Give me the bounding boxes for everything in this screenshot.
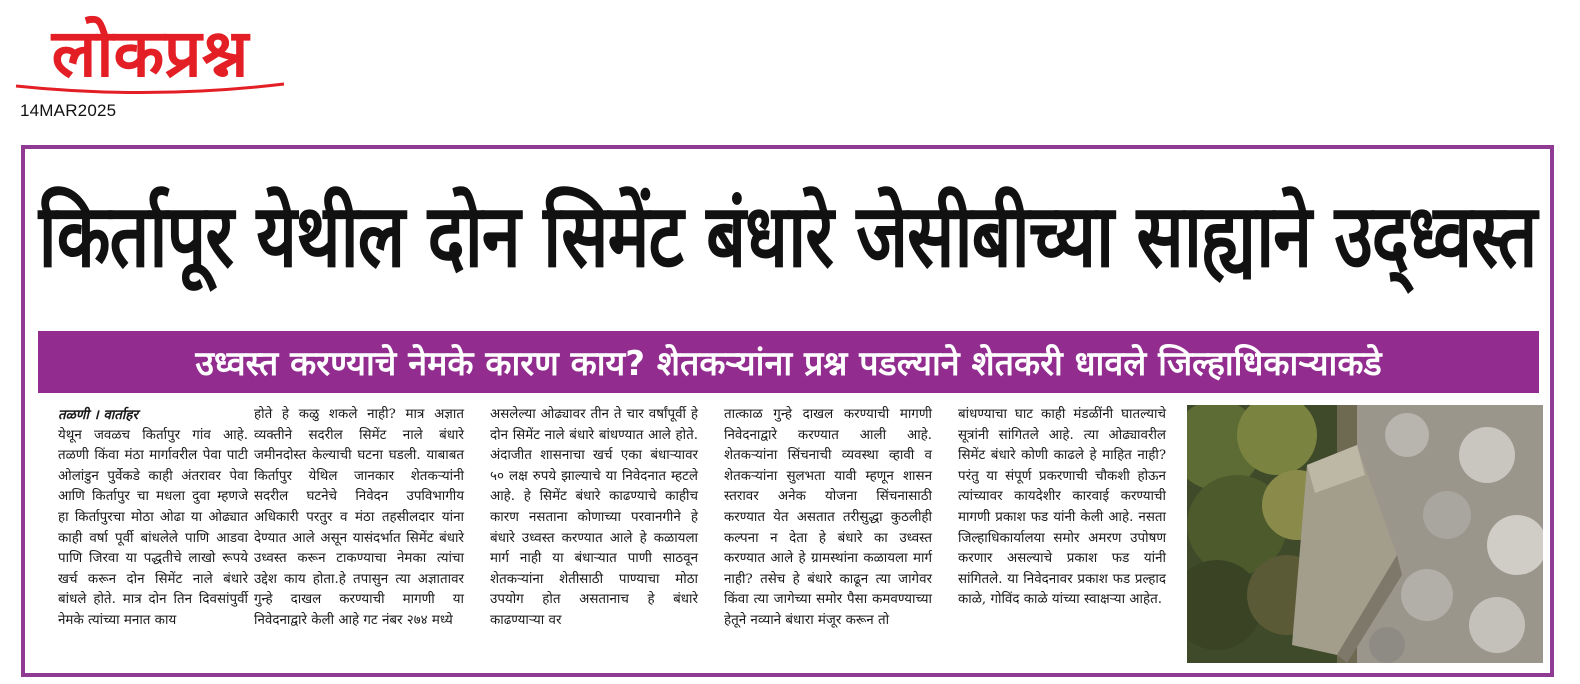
byline: तळणी । वार्ताहर [58,407,138,423]
edition-date: 14MAR2025 [20,101,117,120]
logo-text: लोकप्रश्न [51,15,249,92]
column-text: होते हे कळु शकले नाही? मात्र अज्ञात व्यक्तीने सदरील सिमेंट नाले बंधारे जमीनदोस्त केल्याची घटना घडली. याबाबत किर्तापुर येथिल जानकार शेतकऱ्यांनी सदरील घटनेचे निवेदन उपविभागीय अधिकारी परतुर व मंठा तहसीलदार यांना देण्यात आले असून यासंदर्भात सिमेंट बंधारे उध्वस्त करून टाकण्याचा नेमका त्यांचा उद्देश काय होता.हे तपासुन त्या अज्ञातावर गुन्हे दाखल करण्याची मागणी या निवेदनाद्वारे केली आहे गट नंबर २७४ मध्ये [254,407,464,628]
headline: किर्तापूर येथील दोन सिमेंट बंधारे जेसीबीच्या साह्याने उद्ध्वस्त [38,184,1537,287]
column-4 [724,405,932,632]
column-2 [254,405,464,632]
article-frame [21,145,1554,677]
column-3 [490,405,698,632]
column-5 [958,405,1166,611]
newspaper-logo [10,4,290,100]
column-text: येथून जवळच किर्तापुर गांव आहे. तळणी किंवा मंठा मार्गावरील पेवा पाटी ओलांडुन पुर्वेकडे काही अंतरावर पेवा आणि किर्तापुर चा मधला दुवा म्हणजे हा किर्तापुरचा मोठा ओढा या ओढ्यात काही वर्षा पूर्वी बांधलेले पाणि आडवा पाणि जिरवा या पद्धतीचे लाखो रूपये खर्च करून दोन सिमेंट नाले बंधारे बांधले होते. मात्र दोन तिन दिवसांपुर्वी नेमके त्यांच्या मनात काय [58,427,248,628]
demolished-dam-image [1187,405,1543,663]
column-text: तात्काळ गुन्हे दाखल करण्याची मागणी निवेदनाद्वारे करण्यात आली आहे. शेतकऱ्यांना सिंचनाची व्यवस्था व्हावी व शेतकऱ्यांना सुलभता यावी म्हणून शासन स्तरावर अनेक योजना सिंचनासाठी करण्यात येत असतात तरीसुद्धा कुठलीही कल्पना न देता हे बंधारे का उध्वस्त करण्यात आले हे ग्रामस्थांना कळायला मार्ग नाही? तसेच हे बंधारे काढून त्या जागेवर किंवा त्या जागेच्या समोर पैसा कमवण्याच्या हेतूने नव्याने बंधारा मंजूर करून तो [724,407,932,628]
column-text: बांधण्याचा घाट काही मंडळींनी घातल्याचे सूत्रांनी सांगितले आहे. त्या ओढ्यावरील सिमेंट बंधारे कोणी काढले हे माहित नाही? परंतु या संपूर्ण प्रकरणाची चौकशी होऊन त्यांच्यावर कायदेशीर कारवाई करण्याची मागणी प्रकाश फड यांनी केली आहे. नसता जिल्हाधिकार्यालया समोर अमरण उपोषण करणार असल्याचे प्रकाश फड यांनी सांगितले. या निवेदनावर प्रकाश फड प्रल्हाद काळे, गोविंद काळे यांच्या स्वाक्षऱ्या आहेत. [958,407,1166,608]
logo-graphic [10,4,290,100]
article-photo [1187,405,1543,663]
subheadline-bar: उध्वस्त करण्याचे नेमके कारण काय? शेतकऱ्यांना प्रश्न पडल्याने शेतकरी धावले जिल्हाधिकाऱ्याकडे [38,331,1539,393]
column-text: असलेल्या ओढ्यावर तीन ते चार वर्षांपूर्वी हे दोन सिमेंट नाले बंधारे बांधण्यात आले होते. अंदाजीत शासनाचा खर्च एका बंधाऱ्यावर ५० लक्ष रुपये झाल्याचे या निवेदनात म्हटले आहे. हे सिमेंट बंधारे काढण्याचे काहीच कारण नसताना कोणाच्या परवानगीने हे बंधारे उध्वस्त करण्यात आले हे कळायला मार्ग नाही या बंधाऱ्यात पाणी साठवून शेतकऱ्यांना शेतीसाठी पाण्याचा मोठा उपयोग होत असतानाच हे बंधारे काढण्याऱ्या वर [490,407,698,628]
column-1 [58,405,248,632]
